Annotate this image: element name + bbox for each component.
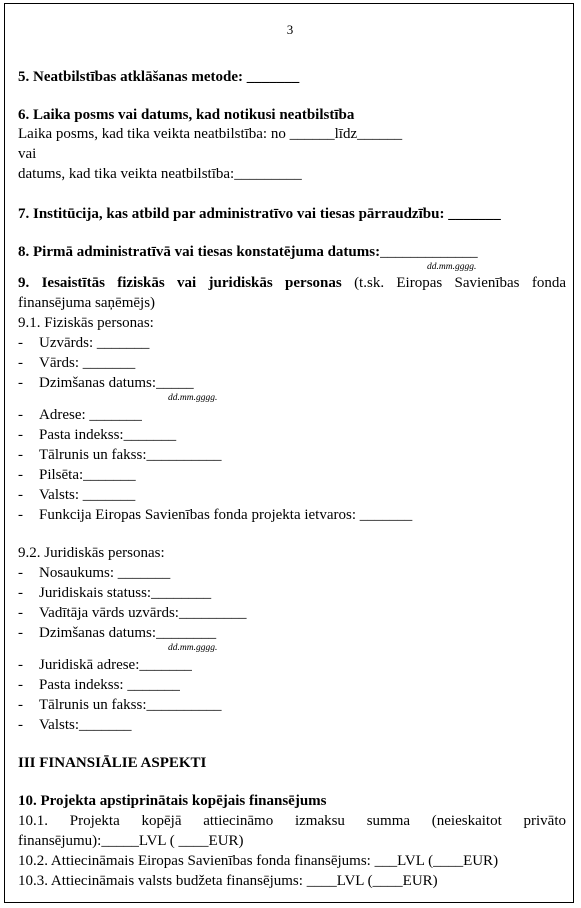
section-9-heading-rest: (t.sk. Eiropas Savienības fonda <box>354 275 566 291</box>
section-8-label: 8. Pirmā administratīvā vai tiesas konstatējuma datums: <box>18 244 381 260</box>
section-7: 7. Institūcija, kas atbild par administratīvo vai tiesas pārraudzību: _______ <box>18 206 501 222</box>
section-6-or: vai <box>18 146 37 162</box>
section-9-heading-cont: finansējuma saņēmējs) <box>18 295 156 311</box>
physical-item: - Valsts: _______ <box>18 487 136 503</box>
section-10-3: 10.3. Attiecināmais valsts budžeta finansējums: ____LVL (____EUR) <box>18 873 438 889</box>
section-6-date: datums, kad tika veikta neatbilstība:_________ <box>18 166 302 182</box>
physical-item: - Funkcija Eiropas Savienības fonda projekta ietvaros: _______ <box>18 507 413 523</box>
section-6-heading: 6. Laika posms vai datums, kad notikusi neatbilstība <box>18 107 355 123</box>
legal-date-hint: dd.mm.gggg. <box>168 643 218 653</box>
section-6-period: Laika posms, kad tika veikta neatbilstība: no ______līdz______ <box>18 126 403 142</box>
physical-item: - Tālrunis un fakss:__________ <box>18 447 222 463</box>
physical-item: - Pilsēta:_______ <box>18 467 136 483</box>
physical-date-hint: dd.mm.gggg. <box>168 393 218 403</box>
section-10-1-line-a: 10.1. Projekta kopējā attiecināmo izmaksu summa (neieskaitot privāto <box>18 813 566 829</box>
section-8 <box>18 243 478 261</box>
legal-item: - Pasta indekss: _______ <box>18 677 180 693</box>
section-3-title: III FINANSIĀLIE ASPEKTI <box>18 755 207 771</box>
section-10-heading: 10. Projekta apstiprinātais kopējais finansējums <box>18 793 327 809</box>
physical-item: - Uzvārds: _______ <box>18 335 150 351</box>
physical-item: - Vārds: _______ <box>18 355 136 371</box>
physical-item: - Dzimšanas datums:_____ <box>18 375 194 391</box>
legal-item: - Juridiskā adrese:_______ <box>18 657 192 673</box>
legal-persons-title: 9.2. Juridiskās personas: <box>18 545 165 561</box>
legal-item: - Tālrunis un fakss:__________ <box>18 697 222 713</box>
section-5: 5. Neatbilstības atklāšanas metode: _______ <box>18 69 300 85</box>
legal-item: - Juridiskais statuss:________ <box>18 585 212 601</box>
legal-item: - Dzimšanas datums:________ <box>18 625 217 641</box>
physical-item: - Adrese: _______ <box>18 407 142 423</box>
section-8-blank: _____________ <box>380 244 478 260</box>
legal-item: - Vadītāja vārds uzvārds:_________ <box>18 605 247 621</box>
section-8-date-hint: dd.mm.gggg. <box>427 262 477 272</box>
section-9-heading <box>18 274 566 292</box>
section-9-heading-bold: 9. Iesaistītās fiziskās vai juridiskās personas <box>18 275 342 291</box>
page-number: 3 <box>286 22 294 37</box>
physical-item: - Pasta indekss:_______ <box>18 427 177 443</box>
section-10-2: 10.2. Attiecināmais Eiropas Savienības fonda finansējums: ___LVL (____EUR) <box>18 853 499 869</box>
document-frame <box>4 3 574 903</box>
physical-persons-title: 9.1. Fiziskās personas: <box>18 315 154 331</box>
section-10-1-line-b: finansējumu):_____LVL ( ____EUR) <box>18 833 244 849</box>
legal-item: - Nosaukums: _______ <box>18 565 171 581</box>
legal-item: - Valsts:_______ <box>18 717 132 733</box>
